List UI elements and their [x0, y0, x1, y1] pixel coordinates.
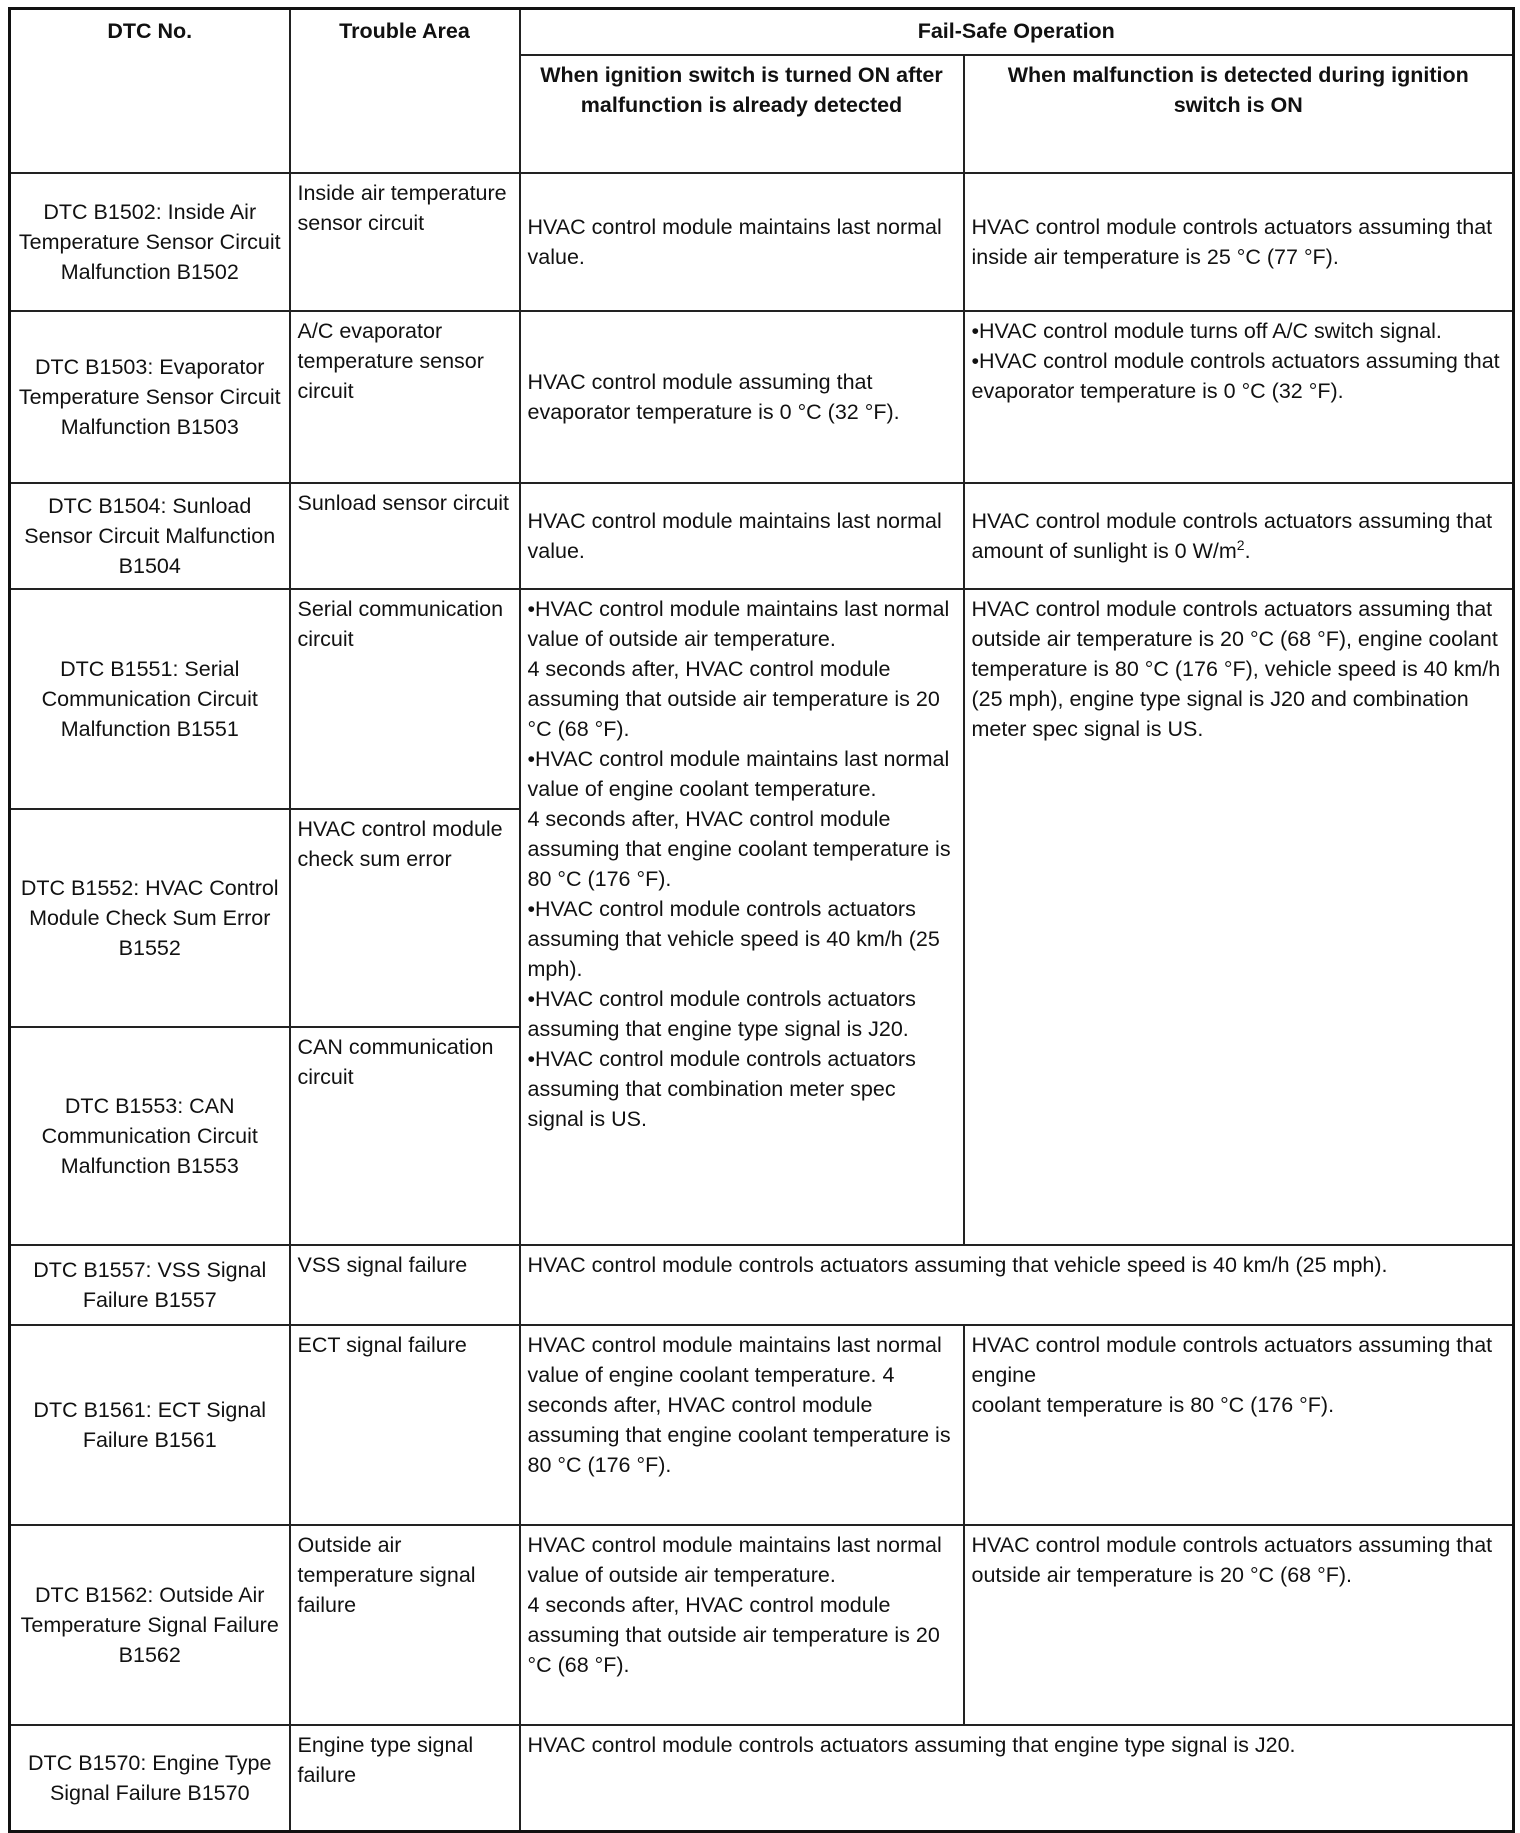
trouble-area-cell: VSS signal failure	[290, 1245, 520, 1325]
superscript: 2	[1236, 536, 1245, 553]
table-row	[10, 173, 1514, 311]
header-malfunction-during-ignition-on: When malfunction is detected during ignition switch is ON	[964, 55, 1514, 173]
header-row	[10, 9, 1514, 56]
header-trouble-area: Trouble Area	[290, 9, 520, 174]
fail-safe-table	[8, 7, 1515, 1833]
bullet-item: •HVAC control module controls actuators assuming that vehicle speed is 40 km/h (25 mph).	[527, 897, 940, 981]
dtc-cell: DTC B1562: Outside Air Temperature Signal Failure B1562	[10, 1525, 290, 1725]
fail-safe-table-container	[8, 7, 1512, 1833]
during-line: HVAC control module maintains last normal value of outside air temperature.	[527, 1533, 942, 1587]
sub-item: 4 seconds after, HVAC control module assuming that engine coolant temperature is 80 °C (176 °F).	[527, 807, 951, 891]
sub-item: 4 seconds after, HVAC control module assuming that outside air temperature is 20 °C (68 °F).	[527, 657, 940, 741]
header-fail-safe-operation: Fail-Safe Operation	[520, 9, 1514, 56]
ignition-on-after-cell: HVAC control module maintains last normal value.	[520, 483, 964, 589]
fail-safe-both-cell: HVAC control module controls actuators assuming that engine type signal is J20.	[520, 1725, 1514, 1831]
trouble-area-cell: Inside air temperature sensor circuit	[290, 173, 520, 311]
malfunction-during-cell	[964, 1325, 1514, 1525]
bullet-item: •HVAC control module controls actuators assuming that engine type signal is J20.	[527, 987, 916, 1041]
ignition-on-after-cell	[520, 1525, 964, 1725]
table-row	[10, 1245, 1514, 1325]
header-ignition-on-after-malfunction: When ignition switch is turned ON after malfunction is already detected	[520, 55, 964, 173]
during-text-end: .	[1244, 539, 1251, 563]
during-line: coolant temperature is 80 °C (176 °F).	[971, 1393, 1335, 1417]
trouble-area-cell: CAN communication circuit	[290, 1027, 520, 1245]
dtc-cell: DTC B1561: ECT Signal Failure B1561	[10, 1325, 290, 1525]
bullet-item: •HVAC control module controls actuators assuming that evaporator temperature is 0 °C (32 °F).	[971, 349, 1500, 403]
trouble-area-cell: A/C evaporator temperature sensor circuit	[290, 311, 520, 483]
fail-safe-both-cell: HVAC control module controls actuators assuming that vehicle speed is 40 km/h (25 mph).	[520, 1245, 1514, 1325]
malfunction-during-cell: HVAC control module controls actuators assuming that outside air temperature is 20 °C (68 °F).	[964, 1525, 1514, 1725]
malfunction-during-cell: HVAC control module controls actuators assuming that inside air temperature is 25 °C (77 °F).	[964, 173, 1514, 311]
bullet-item: •HVAC control module turns off A/C switch signal.	[971, 319, 1442, 343]
malfunction-during-cell: HVAC control module controls actuators assuming that outside air temperature is 20 °C (68 °F), engine coolant temperature is 80 °C (176 °F), vehicle speed is 40 km/h (25 mph), engine type signal is J20 and combination meter spec signal is US.	[964, 589, 1514, 1245]
dtc-cell: DTC B1551: Serial Communication Circuit Malfunction B1551	[10, 589, 290, 809]
malfunction-during-cell	[964, 311, 1514, 483]
ignition-on-after-cell: HVAC control module assuming that evaporator temperature is 0 °C (32 °F).	[520, 311, 964, 483]
bullet-item: •HVAC control module maintains last normal value of outside air temperature.	[527, 597, 950, 651]
table-row	[10, 483, 1514, 589]
during-text: HVAC control module controls actuators assuming that amount of sunlight is 0 W/m	[971, 509, 1493, 563]
ignition-on-after-cell: HVAC control module maintains last normal value of engine coolant temperature. 4 seconds after, HVAC control module assuming that engine coolant temperature is 80 °C (176 °F).	[520, 1325, 964, 1525]
dtc-cell: DTC B1570: Engine Type Signal Failure B1570	[10, 1725, 290, 1831]
trouble-area-cell: Serial communication circuit	[290, 589, 520, 809]
table-row	[10, 311, 1514, 483]
dtc-cell: DTC B1553: CAN Communication Circuit Malfunction B1553	[10, 1027, 290, 1245]
trouble-area-cell: ECT signal failure	[290, 1325, 520, 1525]
trouble-area-cell: HVAC control module check sum error	[290, 809, 520, 1027]
ignition-on-after-cell: HVAC control module maintains last normal value.	[520, 173, 964, 311]
table-row	[10, 1725, 1514, 1831]
header-dtc-no: DTC No.	[10, 9, 290, 174]
trouble-area-cell: Outside air temperature signal failure	[290, 1525, 520, 1725]
dtc-cell: DTC B1503: Evaporator Temperature Sensor Circuit Malfunction B1503	[10, 311, 290, 483]
dtc-cell: DTC B1552: HVAC Control Module Check Sum Error B1552	[10, 809, 290, 1027]
dtc-cell: DTC B1557: VSS Signal Failure B1557	[10, 1245, 290, 1325]
table-row	[10, 1325, 1514, 1525]
bullet-item: •HVAC control module maintains last normal value of engine coolant temperature.	[527, 747, 950, 801]
malfunction-during-cell	[964, 483, 1514, 589]
dtc-cell: DTC B1504: Sunload Sensor Circuit Malfunction B1504	[10, 483, 290, 589]
trouble-area-cell: Sunload sensor circuit	[290, 483, 520, 589]
during-line: HVAC control module controls actuators assuming that engine	[971, 1333, 1493, 1387]
during-line: 4 seconds after, HVAC control module assuming that outside air temperature is 20 °C (68 °F).	[527, 1593, 940, 1677]
trouble-area-cell: Engine type signal failure	[290, 1725, 520, 1831]
table-row	[10, 589, 1514, 809]
bullet-item: •HVAC control module controls actuators assuming that combination meter spec signal is US.	[527, 1047, 916, 1131]
table-row	[10, 1525, 1514, 1725]
dtc-cell: DTC B1502: Inside Air Temperature Sensor Circuit Malfunction B1502	[10, 173, 290, 311]
ignition-on-after-cell	[520, 589, 964, 1245]
